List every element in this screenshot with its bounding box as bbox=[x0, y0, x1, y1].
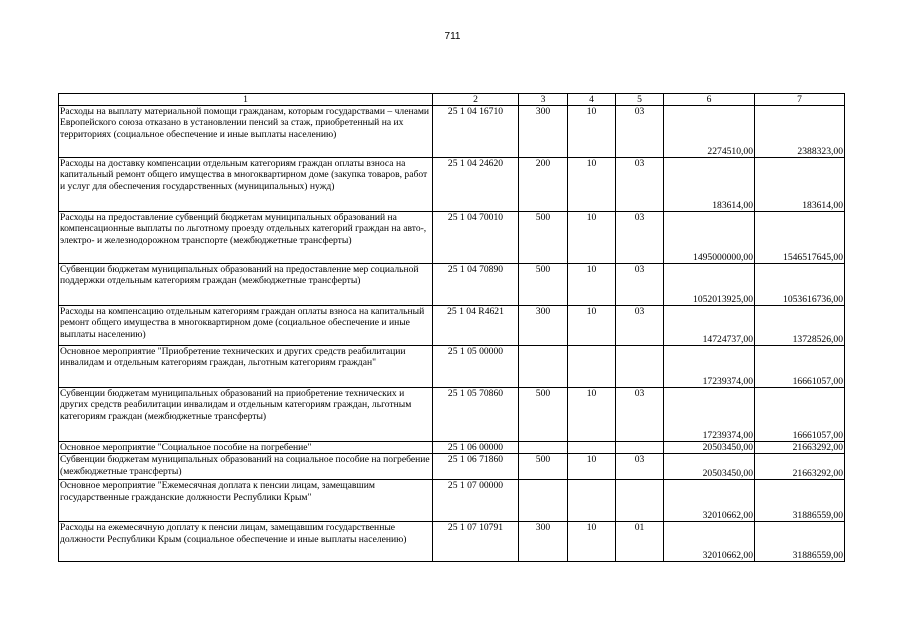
row-amount-col7: 1546517645,00 bbox=[755, 212, 845, 264]
row-subsection bbox=[616, 480, 664, 522]
row-section bbox=[568, 480, 616, 522]
budget-table bbox=[58, 93, 845, 562]
row-amount-col6: 17239374,00 bbox=[664, 346, 755, 388]
table-row bbox=[59, 442, 845, 454]
row-amount-col6: 32010662,00 bbox=[664, 522, 755, 562]
table-header-row bbox=[59, 94, 845, 106]
row-amount-col7: 31886559,00 bbox=[755, 480, 845, 522]
row-target-code: 25 1 04 70010 bbox=[433, 212, 519, 264]
row-expense-type: 300 bbox=[519, 306, 568, 346]
row-description: Основное мероприятие "Социальное пособие на погребение" bbox=[59, 442, 433, 454]
row-target-code: 25 1 06 71860 bbox=[433, 454, 519, 480]
row-expense-type: 300 bbox=[519, 106, 568, 158]
table-row bbox=[59, 388, 845, 442]
row-description: Расходы на выплату материальной помощи гражданам, которым государствами – членами Европейского союза отказано в установлении пенсий за стаж, приобретенный на их территориях (социальное обеспечение и иные выплаты населению) bbox=[59, 106, 433, 158]
row-amount-col7: 183614,00 bbox=[755, 158, 845, 212]
column-header-6: 6 bbox=[664, 94, 755, 106]
table-row bbox=[59, 454, 845, 480]
row-amount-col6: 1052013925,00 bbox=[664, 264, 755, 306]
column-header-7: 7 bbox=[755, 94, 845, 106]
table-row bbox=[59, 306, 845, 346]
row-subsection: 03 bbox=[616, 106, 664, 158]
row-target-code: 25 1 06 00000 bbox=[433, 442, 519, 454]
row-description: Субвенции бюджетам муниципальных образований на социальное пособие на погребение (межбюджетные трансферты) bbox=[59, 454, 433, 480]
row-target-code: 25 1 04 16710 bbox=[433, 106, 519, 158]
row-amount-col6: 183614,00 bbox=[664, 158, 755, 212]
row-amount-col7: 16661057,00 bbox=[755, 388, 845, 442]
row-description: Субвенции бюджетам муниципальных образований на приобретение технических и других средств реабилитации инвалидам и отдельным категориям граждан, льготным категориям граждан (межбюджетные трансферты) bbox=[59, 388, 433, 442]
table-row bbox=[59, 158, 845, 212]
table-row bbox=[59, 264, 845, 306]
row-amount-col6: 32010662,00 bbox=[664, 480, 755, 522]
row-subsection: 03 bbox=[616, 388, 664, 442]
row-section: 10 bbox=[568, 212, 616, 264]
table-row bbox=[59, 480, 845, 522]
column-header-4: 4 bbox=[568, 94, 616, 106]
row-section: 10 bbox=[568, 454, 616, 480]
row-amount-col7: 21663292,00 bbox=[755, 454, 845, 480]
row-subsection: 03 bbox=[616, 264, 664, 306]
row-target-code: 25 1 07 10791 bbox=[433, 522, 519, 562]
row-amount-col6: 14724737,00 bbox=[664, 306, 755, 346]
row-subsection: 03 bbox=[616, 158, 664, 212]
row-description: Расходы на предоставление субвенций бюджетам муниципальных образований на компенсационные выплаты по льготному проезду отдельных категорий граждан на авто-, электро- и железнодорожном транспорте (межбюджетные трансферты) bbox=[59, 212, 433, 264]
row-expense-type: 500 bbox=[519, 454, 568, 480]
row-target-code: 25 1 04 R4621 bbox=[433, 306, 519, 346]
row-amount-col6: 1495000000,00 bbox=[664, 212, 755, 264]
table-row bbox=[59, 212, 845, 264]
row-subsection: 03 bbox=[616, 306, 664, 346]
row-section bbox=[568, 442, 616, 454]
row-section: 10 bbox=[568, 388, 616, 442]
row-description: Основное мероприятие "Приобретение технических и других средств реабилитации инвалидам и отдельным категориям граждан, льготным категориям граждан" bbox=[59, 346, 433, 388]
row-amount-col6: 20503450,00 bbox=[664, 454, 755, 480]
row-subsection: 03 bbox=[616, 454, 664, 480]
row-expense-type: 200 bbox=[519, 158, 568, 212]
row-amount-col7: 13728526,00 bbox=[755, 306, 845, 346]
row-amount-col7: 1053616736,00 bbox=[755, 264, 845, 306]
row-amount-col7: 31886559,00 bbox=[755, 522, 845, 562]
row-subsection bbox=[616, 442, 664, 454]
row-expense-type bbox=[519, 480, 568, 522]
row-amount-col6: 17239374,00 bbox=[664, 388, 755, 442]
table-row bbox=[59, 346, 845, 388]
page-number: 711 bbox=[444, 31, 461, 42]
row-expense-type: 500 bbox=[519, 264, 568, 306]
row-section: 10 bbox=[568, 106, 616, 158]
row-section: 10 bbox=[568, 264, 616, 306]
row-section bbox=[568, 346, 616, 388]
column-header-1: 1 bbox=[59, 94, 433, 106]
row-target-code: 25 1 04 70890 bbox=[433, 264, 519, 306]
row-amount-col7: 16661057,00 bbox=[755, 346, 845, 388]
row-description: Расходы на доставку компенсации отдельным категориям граждан оплаты взноса на капитальный ремонт общего имущества в многоквартирном доме (закупка товаров, работ и услуг для обеспечения государственных (муниципальных) нужд) bbox=[59, 158, 433, 212]
row-subsection: 01 bbox=[616, 522, 664, 562]
row-amount-col6: 20503450,00 bbox=[664, 442, 755, 454]
row-description: Расходы на компенсацию отдельным категориям граждан оплаты взноса на капитальный ремонт общего имущества в многоквартирном доме (социальное обеспечение и иные выплаты населению) bbox=[59, 306, 433, 346]
row-target-code: 25 1 05 00000 bbox=[433, 346, 519, 388]
table-row bbox=[59, 522, 845, 562]
row-target-code: 25 1 07 00000 bbox=[433, 480, 519, 522]
row-expense-type: 500 bbox=[519, 212, 568, 264]
row-description: Расходы на ежемесячную доплату к пенсии лицам, замещавшим государственные должности Республики Крым (социальное обеспечение и иные выплаты населению) bbox=[59, 522, 433, 562]
row-expense-type bbox=[519, 442, 568, 454]
row-expense-type bbox=[519, 346, 568, 388]
column-header-2: 2 bbox=[433, 94, 519, 106]
row-description: Основное мероприятие "Ежемесячная доплата к пенсии лицам, замещавшим государственные гражданские должности Республики Крым" bbox=[59, 480, 433, 522]
row-target-code: 25 1 04 24620 bbox=[433, 158, 519, 212]
row-section: 10 bbox=[568, 522, 616, 562]
column-header-5: 5 bbox=[616, 94, 664, 106]
row-subsection bbox=[616, 346, 664, 388]
row-subsection: 03 bbox=[616, 212, 664, 264]
row-description: Субвенции бюджетам муниципальных образований на предоставление мер социальной поддержки отдельным категориям граждан (межбюджетные трансферты) bbox=[59, 264, 433, 306]
row-target-code: 25 1 05 70860 bbox=[433, 388, 519, 442]
row-expense-type: 300 bbox=[519, 522, 568, 562]
row-amount-col7: 21663292,00 bbox=[755, 442, 845, 454]
row-amount-col6: 2274510,00 bbox=[664, 106, 755, 158]
column-header-3: 3 bbox=[519, 94, 568, 106]
table-row bbox=[59, 106, 845, 158]
row-section: 10 bbox=[568, 158, 616, 212]
row-section: 10 bbox=[568, 306, 616, 346]
row-amount-col7: 2388323,00 bbox=[755, 106, 845, 158]
row-expense-type: 500 bbox=[519, 388, 568, 442]
